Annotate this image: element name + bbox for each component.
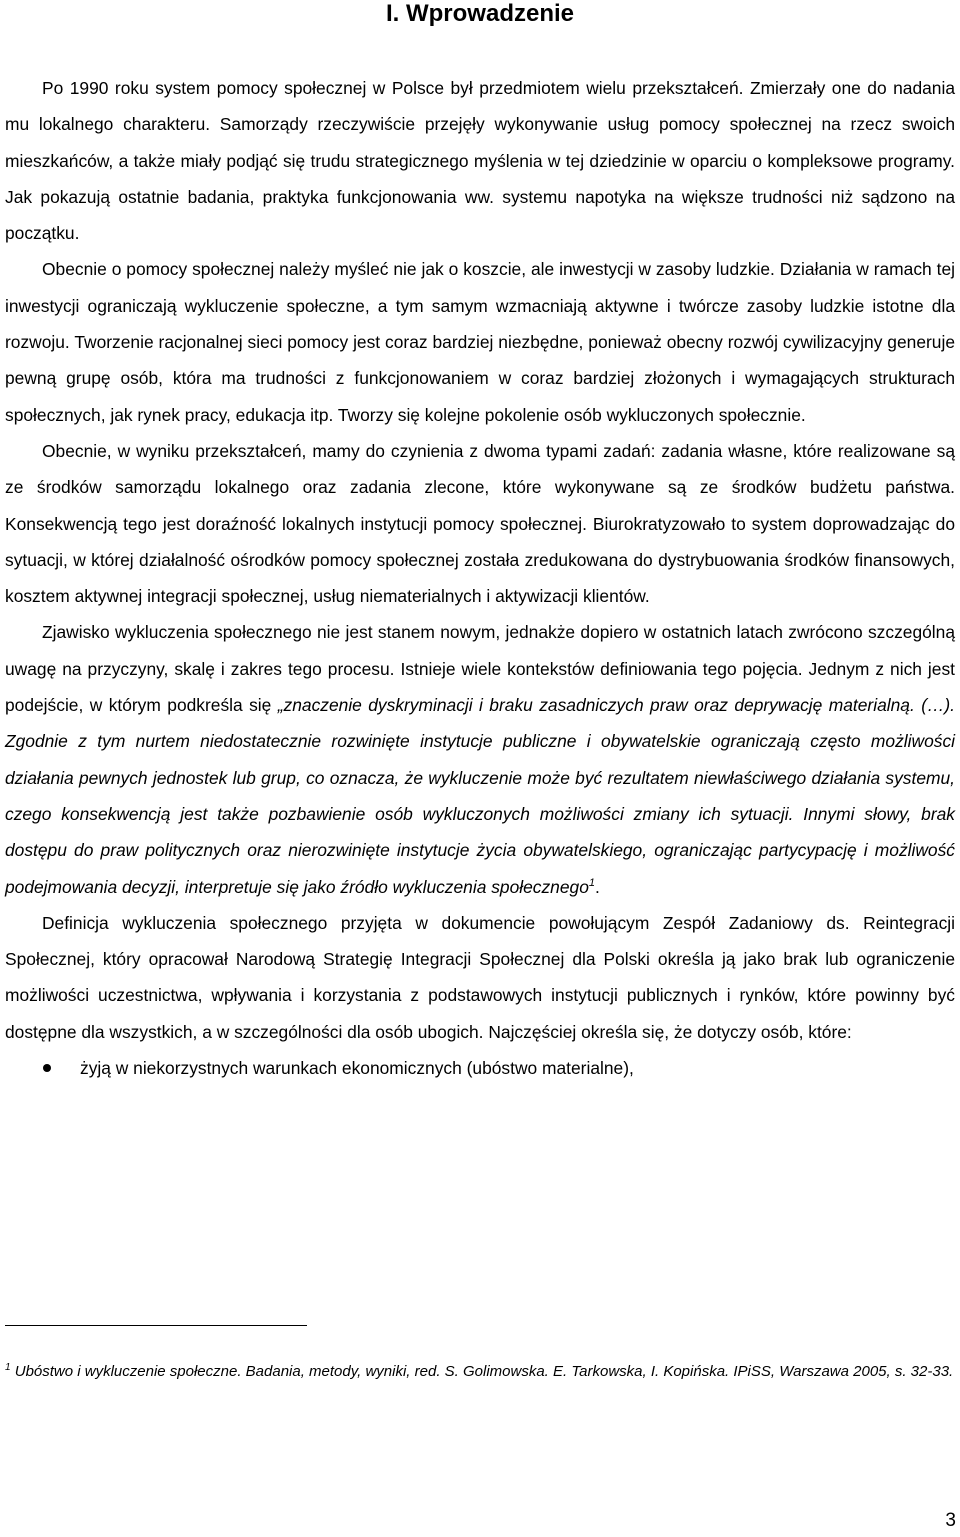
list-item [5, 1050, 955, 1086]
paragraph-3: Obecnie, w wyniku przekształceń, mamy do czynienia z dwoma typami zadań: zadania własne, które realizowane są ze środków samorządu lokalnego oraz zadania zlecone, które wykonywane są ze środków budżetu państwa. Konsekwencją tego jest doraźność lokalnych instytucji pomocy społecznej. Biurokratyzowało to system doprowadzając do sytuacji, w której działalność ośrodków pomocy społecznej została zredukowana do dystrybuowania środków finansowych, kosztem aktywnej integracji społecznej, usług niematerialnych i aktywizacji klientów. [5, 440, 955, 607]
page-number: 3 [945, 1510, 956, 1531]
paragraph-1: Po 1990 roku system pomocy społecznej w Polsce był przedmiotem wielu przekształceń. Zmierzały one do nadania mu lokalnego charakteru. Samorządy rzeczywiście przejęły wykonywanie usług pomocy społecznej na rzecz swoich mieszkańców, a także miały podjąć się trudu strategicznego myślenia w tej dziedzinie w oparciu o kompleksowe programy. Jak pokazują ostatnie badania, praktyka funkcjonowania ww. systemu napotyka na większe trudności niż sądzono na początku. [5, 78, 955, 244]
paragraph-4-intro: Zjawisko wykluczenia społecznego nie jest stanem nowym, jednakże dopiero w ostatnich latach zwrócono szczególną uwagę na przyczyny, skalę i zakres tego procesu. Istnieje wiele kontekstów definiowania tego pojęcia. Jednym z nich jest podejście, w którym podkreśla się [5, 622, 955, 716]
paragraph-4 [5, 614, 955, 904]
paragraph-5: Definicja wykluczenia społecznego przyjęta w dokumencie powołującym Zespół Zadaniowy ds. Reintegracji Społecznej, który opracował Narodową Strategię Integracji Społecznej dla Polski określa ją jako brak lub ograniczenie możliwości uczestnictwa, wpływania i korzystania z podstawowych instytucji publicznych i rynków, które powinny być dostępne dla wszystkich, a w szczególności dla osób ubogich. Najczęściej określa się, że dotyczy osób, które: [5, 912, 955, 1042]
paragraph-4-quote: „znaczenie dyskryminacji i braku zasadniczych praw oraz deprywację materialną. (…). Zgodnie z tym nurtem niedostatecznie rozwinięte instytucje publiczne i obywatelskie ograniczają często możliwości działania pewnych jednostek lub grup, co oznacza, że wykluczenie może być rezultatem niewłaściwego działania systemu, czego konsekwencją jest także pozbawienie osób wykluczonych możliwości zmiany ich sytuacji. Innymi słowy, brak dostępu do praw politycznych oraz nierozwinięte instytucje życia obywatelskiego, ograniczając partycypację i możliwość podejmowania decyzji, interpretuje się jako źródło wykluczenia społecznego [5, 695, 955, 897]
footnote-text: Ubóstwo i wykluczenie społeczne. Badania, metody, wyniki, red. S. Golimowska. E. Tarkowska, I. Kopińska. IPiSS, Warszawa 2005, s. 32-33. [10, 1363, 954, 1380]
bullet-list [5, 1050, 955, 1086]
body-text [5, 70, 955, 1086]
list-item-text: żyją w niekorzystnych warunkach ekonomicznych (ubóstwo materialne), [80, 1058, 634, 1079]
paragraph-4-end: . [595, 876, 600, 897]
page-heading: I. Wprowadzenie [385, 0, 574, 27]
footnote-number: 1 [5, 1362, 11, 1373]
bullet-icon [43, 1064, 51, 1072]
paragraph-2: Obecnie o pomocy społecznej należy myśleć nie jak o koszcie, ale inwestycji w zasoby ludzkie. Działania w ramach tej inwestycji ograniczają wykluczenie społeczne, a tym samym wzmacniają aktywne i twórcze zasoby ludzkie istotne dla rozwoju. Tworzenie racjonalnej sieci pomocy jest coraz bardziej niezbędne, ponieważ obecny rozwój cywilizacyjny generuje pewną grupę osób, która ma trudności z funkcjonowaniem w coraz bardziej złożonych i wymagających strukturach społecznych, jak rynek pracy, edukacja itp. Tworzy się kolejne pokolenie osób wykluczonych społecznie. [5, 259, 955, 425]
footnote-divider [5, 1325, 307, 1326]
footnote-reference[interactable]: 1 [588, 876, 595, 889]
footnote [5, 1361, 955, 1383]
